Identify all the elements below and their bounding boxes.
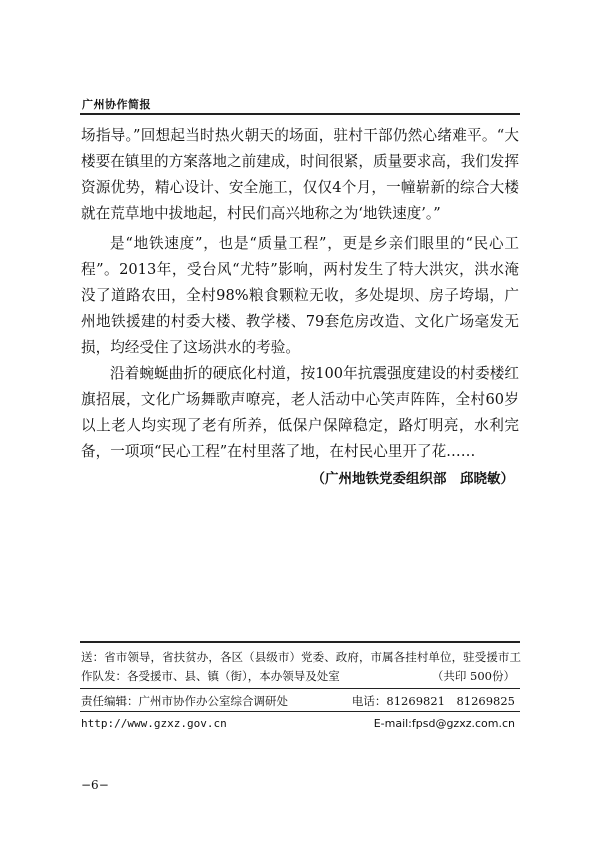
footer-divider-top <box>80 641 520 643</box>
responsible-editor: 责任编辑：广州市协作办公室综合调研处 <box>81 694 288 708</box>
article-paragraph-2: 是“地铁速度”，也是“质量工程”，更是乡亲们眼里的“民心工程”。2013年，受台风“尤特”影响，两村发生了特大洪灾，洪水淹没了道路农田，全村98%粮食颗粒无收，多处堤坝、房子垮塌，广州地铁援建的村委大楼、教学楼、79套危房改造、文化广场毫发无损，均经受住了这场洪水的考验。 <box>81 235 519 356</box>
author-signature: （广州地铁党委组织部 邱晓敏） <box>311 471 514 487</box>
footer-divider-bottom <box>80 711 520 712</box>
contact-phone: 电话：81269821 81269825 <box>351 694 515 708</box>
footer-divider-middle <box>80 688 520 689</box>
article-paragraph-3: 沿着蜿蜒曲折的硬底化村道，按100年抗震强度建设的村委楼红旗招展，文化广场舞歌声嘹亮，老人活动中心笑声阵阵，全村60岁以上老人均实现了老有所养，低保户保障稳定，路灯明亮，水利完备，一项项“民心工程”在村里落了地，在村民心里开了花…… <box>81 365 519 460</box>
email-link[interactable]: E-mail:fpsd@gzxz.com.cn <box>373 717 515 730</box>
article-paragraph-1: 场指导。”回想起当时热火朝天的场面，驻村干部仍然心绪难平。“大楼要在镇里的方案落地之前建成，时间很紧，质量要求高，我们发挥资源优势，精心设计、安全施工，仅仅4个月，一幢崭新的综合大楼就在荒草地中拔地起，村民们高兴地称之为‘地铁速度’。” <box>81 127 519 222</box>
distribution-list: 送：省市领导，省扶贫办，各区（县级市）党委、政府，市属各挂村单位，驻受援市工作队发：各受援市、县、镇（街），本办领导及处室 <box>81 650 521 683</box>
website-link[interactable]: http://www.gzxz.gov.cn <box>81 717 227 730</box>
header-divider <box>80 113 520 115</box>
page-number: −6− <box>81 778 109 792</box>
print-count: （共印 500份） <box>431 669 515 683</box>
publication-title: 广州协作简报 <box>82 98 151 111</box>
